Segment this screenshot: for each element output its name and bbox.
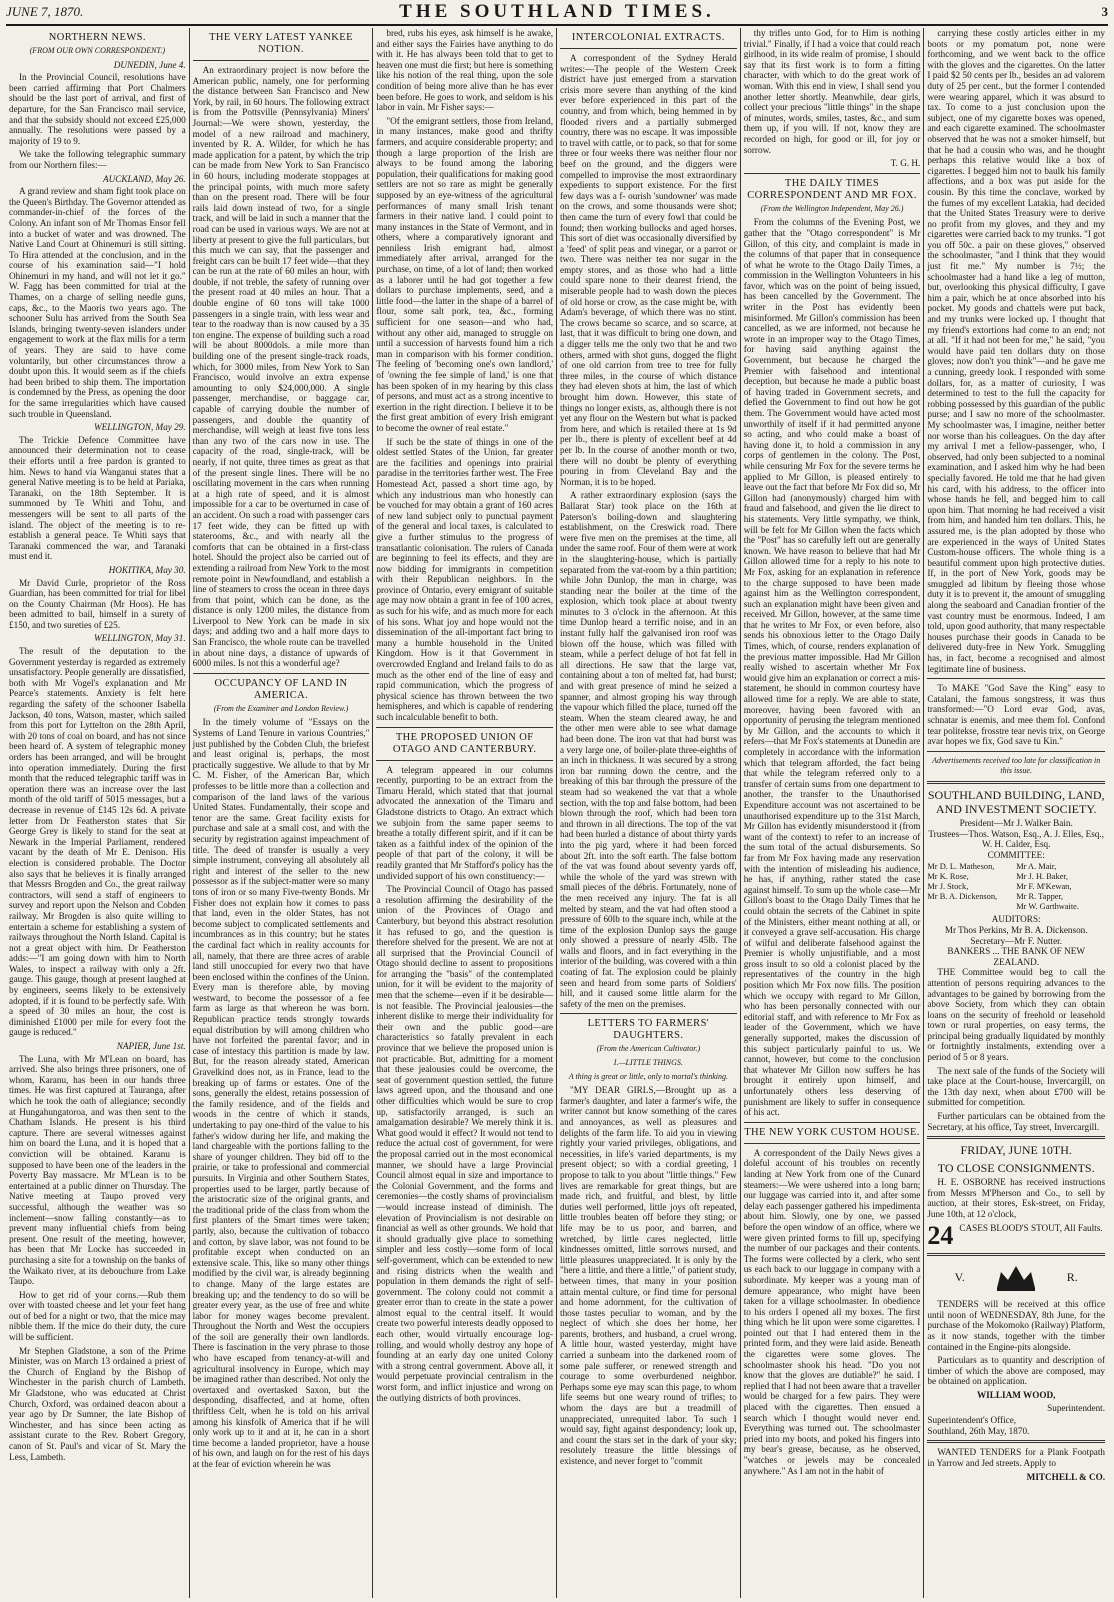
ad-body: THE Committee would beg to call the attention of persons requiring advances to the advantages to be gained by borrowing from the above Society, from which they can obtain loans on the security of freehold or leasehold town or rural properties, on easy terms, the principal being gradually liquidated by monthly or fortnightly instalments, extending over a period of 5 or 8 years. <box>927 967 1106 1063</box>
section-subheading: (From the American Cultivator.) <box>596 1044 701 1054</box>
ad-secretary: Secretary—Mr F. Nutter. <box>970 935 1063 946</box>
column-1 <box>6 28 190 1598</box>
committee-member: Mr D. L. Matheson, <box>927 862 995 872</box>
article-paragraph: From the columns of the Evening Post, we gather that the "Otago correspondent" is Mr Gillon, of this city, and complaint is made in the columns of that paper that in consequence of what he wrote to the Otago Daily Times, a commission in the Wellington Volunteers in his favor, which was on the point of being issued, has been cancelled by the Government. The writer in the Post has evidently been misinformed. Mr Gillon's commission has been cancelled, as we are informed, not because he wrote in an improper way to the Otago Times, for having said anything against the Government, but because he charged the Premier with falsehood and intentional deception, but because he made a public boast of having traded in Government secrets, and defied the Government to find out how he got them. The Government would have acted most unworthily of itself if it had permitted anyone so acting, and who could make a boast of having done it, to hold a commission in any corps of gentlemen in the colony. The Post, while censuring Mr Fox for the severe terms he applied to Mr Gillon, is pleased entirely to leave out the fact that before Mr Fox did so, Mr Gillon had (anonymously) charged him with fraud and falsehood, and given the lie direct to his statements. Very little sympathy, we think, will be felt for Mr Gillon when the facts which the "Post" has so carefully left out are generally known. We have reason to believe that had Mr Gillon allowed time for a reply to his note to Mr Fox, asking for an explanation in reference to the charge supposed to have been made against him as the Wellington correspondent, such an explanation might have been given and received. Mr Gillon, however, at the same time that he writes to Mr Fox, or even before, also sends his obnoxious letter to the Otago Daily Times, which, of course, renders explanation of the previous matter impossible. Had Mr Gillon really wished to ascertain whether Mr Fox would give him an explanation or correct a mis-statement, he should in common courtesy have allowed time for a reply. We are able to state, moreover, having been favored with an opportunity of perusing the telegram mentioned by Mr Gillon, and the accounts to which it refers—that Mr Fox's statements at Dunedin are completely in accordance with the information which that telegram afforded, the fact being that while the telegram referred only to a transfer of certain sums from one department to another, the transfer to the Unauthorised Expenditure account was not ascertained to be unauthorised expenditure up to the 31st March, Mr Gillon has evidently misunderstood it (from want of the context) to refer to an increase of the sum total of the actual disbursements. So far from Mr Fox having made any reservation with the intention of misleading his audience, he has, if anything, rather stated the case against himself. To sum up the whole case—Mr Gillon's boast to the Otago Daily Times that he could obtain the secrets of the Cabinet in spite of the Ministers, either meant nothing at all, or it conveyed a grave self-accusation. His charge of wilful and deliberate falsehood against the Premier is wholly unjustifiable, and a most gross insult to so old a colonist placed by the representatives of the country in the high position which Mr Fox now fills. The position which we occupy with regard to Mr Gillon, who has been personally connected with our editorial staff, and with reference to Mr Fox as leader of the Government, which we have generally supported, makes the discussion of this subject particularly painful to us. We cannot, however, but come to the conclusion that whatever Mr Gillon now suffers he has brought it entirely upon himself, and unfortunately others less deserving of punishment are likely to suffer in consequence of his act. <box>743 217 921 1118</box>
page-number: 3 <box>1101 4 1108 19</box>
ad-president: President—Mr J. Walker Bain. <box>959 817 1073 828</box>
article-paragraph: The result of the deputation to the Government yesterday is regarded as extremely unsatisfactory. People generally are dissatisfied, both with Mr Vogel's explanation and Mr Pearce's statements. Anxiety is felt here regarding the safety of the schooner Isabella Jackson, 40 tons, Watson, master, which sailed from this port for Lyttelton on the 28th April, with 20 tons of coal on board, and has not since been heard of. A system of telegraphic money orders has been arranged, and will be brought into operation immediately. During the first month that the reduced telegraphic tariff was in operation there was an increase over the last month of the old tariff of 5015 messages, but a decrease in revenue of £145 12s 6d. A private letter from Dr Featherston states that Sir George Grey is likely to stand for the seat at Newark in the Imperial Parliament, rendered vacant by the death of Mr E. Denison. His election is considered probable. The Doctor also says that he believes it is finally arranged that Messrs Brogden and Co., the great railway contractors, will send a staff of engineers to survey and report upon the Nelson and Cobden railway. Mr Brogden is also quite willing to entertain a scheme for establishing a system of railways throughout the North Island. Capital is not a great object with him. Dr Featherston adds:—"I am going down with him to North Wales, to inspect a railway with only a 2ft. gauge. This gauge, though at present laughed at by engineers, seems likely to be extensively adopted, if it is found to be perfectly safe. With a speed of 30 miles an hour, the cost is diminished £1000 per mile for every foot the gauge is reduced." <box>9 646 186 1038</box>
dateline: WELLINGTON, May 29. <box>93 422 186 433</box>
committee-member: Mr J. Stock, <box>927 882 969 892</box>
divider <box>193 60 370 61</box>
article-paragraph: A grand review and sham fight took place on the Queen's Birthday. The Governor attended as commander-in-chief of the forces of the Colony. An infant son of Mr Thomas Ensor fell into a bucket of water and was drowned. The Native Land Court at Ohinemuri is still sitting. To Hira attended at the conclusion, and in the course of his examination said—"I hold Ohinemuri in my hand, and will not let it go." W. Fagg has been committed for trial at the Thames, on a charge of selling needle guns, caps, &c., to the Maoris two years ago. The schooner Sulu has arrived from the South Sea Islands, bringing twenty-seven islanders under engagement to work at the flax mills for a term of years. They are said to have come voluntarily, but other circumstances throw a doubt upon this. It would seem as if the chiefs had been bribed to ship them. The importation is condemned by the Press, as opening the door for the same irregularities which have caused such trouble in Queensland. <box>9 186 186 419</box>
column-3 <box>373 28 557 1598</box>
dateline: NAPIER, June 1st. <box>116 1041 186 1052</box>
ad-committee-label: COMMITTEE: <box>987 849 1045 860</box>
article-paragraph: The Provincial Council of Otago has passed a resolution affirming the desirability of the union of the Provinces of Otago and Canterbury, but beyond this abstract resolution it has refused to go, and the question is therefore shelved for the present. We are not at all surprised that the Provincial Council of Otago should decline to assent to propositions for arranging the "basis" of the contemplated union, for it will be evident to the majority of men that the scheme—even if it be desirable—is not feasible. The Provincial jealousies—the inherent dislike to merge their individuality for their own and the public good—are characteristics so fatally prevalent in each province that we believe the proposed union is not practicable. But, admitting for a moment that these jealousies could be overcome, the seat of government question settled, the future laws agreed upon, and the thousand and one other difficulties which would be sure to crop up, satisfactorily arranged, is such an amalgamation desirable? We merely think it is. What good would it effect? It would not tend to reduce the actual cost of government, for were the proposal carried out in the most economical manner, we should have a large Provincial Council almost equal in size and importance to the Colonial Government, and the forms and ceremonies—the costly shams of provincialism—would increase instead of diminish. The elevation of Provincialism is not desirable on financial as well as other grounds. We hold that it should gradually give place to something simpler and less costly—some form of local self-government, which can be extended to new and rising districts when the wealth and population in them demands the right of self-government. The colony could not commit a greater error than to create in the state a power almost equal to the central itself. It would create two powerful interests deadly opposed to each other, would virtually encourage log-rolling, and would wholly destroy any hope of founding at an early day one united Colony with a strong central government. Above all, it would perpetuate provincial centralism in the worst form, and inflict injustice and wrong on the outlying districts of both provinces. <box>376 884 554 1403</box>
ad-title: TO CLOSE CONSIGNMENTS. <box>937 1161 1095 1176</box>
section-heading: THE PROPOSED UNION OF OTAGO AND CANTERBURY. <box>392 731 537 755</box>
article-paragraph: In the timely volume of "Essays on the Systems of Land Tenure in various Countries," just published by the Cobden Club, the briefest and least original is, perhaps, the most practically suggestive. We allude to that by Mr C. M. Fisher, of the American Bar, which professes to be little more than a collection and comparison of the land laws of the various United States. Fundamentally, their scope and tenor are the same. Great facility exists for purchase and sale at a small cost, and with the security by registration against impeachment of title. The deed of transfer is usually a very simple instrument, conveying all absolutely all right and interest of the seller to the new possessor as if the subject-matter were so many tons of iron or so many Five-twenty Bonds. Mr Fisher does not explain how it comes to pass that land, even in the older States, has not become subject to complicated settlements and incumbrances as in this country; but he states the cardinal fact which in reality accounts for all, namely, that there are three acres of arable land still unoccupied for every two that have been enclosed within the confines of the Union. Every man is therefore able, by moving westward, to become the possessor of a fee farm as large as that whereon he was born. Republican practice tends strongly towards equal distribution by will among children who have not forfeited the parental favor; and in case of intestacy this partition is made by law. But, for the reason already stated, American Gravelkind does not, as in France, lead to the breaking up of farms or estates. One of the sons, generally the eldest, retains possession of the family residence, and of the fields and woods in the centre of which it stands, undertaking to pay one-third of the value to his father's widow during her life, and making the land chargeable with the portions falling to the share of younger children. They bid off to the prairie, or take to professional and commercial pursuits. In Virginia and other Southern States, properties used to be larger, partly because of the aristocratic size of the original grants, and the traditional pride of the class from whom the first planters of the Smart times were taken; partly, also, because the cultivation of tobacco and cotton, by slave labor, was not found to be profitable except when conducted on an extensive scale. This, like so many other things modified by the civil war, is already beginning to change. Many of the large estates are breaking up; and the tendency to do so will be greater every year, as the use of free and white labor for money wages become prevalent. Throughout the North and West the occupiers of the soil are generally their own landlords. There is fascination in the very phrase to those who have escaped from tenancy-at-will and agricultural insolvency in Europe, which may be imagined rather than described. Not only the overtaxed and overtasked Saxon, but the desponding, disaffected, and at home, often thriftless Celt, when he is told on his arrival among his kinsfolk of America that if he will only work up to it and at it, he can in a short time become a landed proprietor, have a house of his own, and laugh on for the rest of his days at the fear of eviction wherein he was <box>192 717 370 1469</box>
article-paragraph: The Trickie Defence Committee have announced their determination not to cease their efforts until a free pardon is granted to him. News to hand via Wanganui states that a general Native meeting is to be held at Pariaka, Taranaki, on the 18th September. It is summoned by Te Whiti and Tohu, and messengers will be sent to all parts of the island. The object of the meeting is to re-establish a general peace. Te Whiti says that Taranaki commenced the war, and Taranaki must end it. <box>9 434 186 562</box>
divider <box>744 1122 921 1123</box>
divider <box>744 1143 921 1144</box>
section-heading: LETTERS TO FARMERS' DAUGHTERS. <box>587 1018 710 1042</box>
article-paragraph: carrying these costly articles either in my boots or my pomatum pot, none were forthcoming, and we went back to the office with the gloves and the cigarettes. On the latter I paid $2 50 cents per lb., besides an ad valorem duty of 25 per cent., but the former I contended were wearing apparel, which it was absurd to tax. To come to a just conclusion upon the subject, one of my cigarette boxes was opened, and each cigarette examined. The schoolmaster observed that he was not a smoker himself, but that he had a cousin who was, and he thought perhaps this relative would like a box of cigarettes. I begged him not to baulk his family affections, and a box was put aside for the cousin. By this time the conclave, worked by the fumes of my excellent Latakia, had decided that the United States Treasury were to derive no profit from my gloves, and they and my cigarettes were carried back to my trunks. "I got you off 50c. a pair on these gloves," observed the schoolmaster, "and I think that they would just fit me." My number is 7½; the schoolmaster had a hand like a leg of mutton, but, overlooking this physical difficulty, I gave him a pair, which he at once absorbed into his pocket. My goods and chattels were put back, and my trunks were locked up. I thought that my friend's extortions had come to an end; not at all. "If it had not been for me," he said, "you would have paid ten dollars duty on those gloves; now don't you think"—and he gave me a cunning, greedy look. I responded with some dollars, for, as a matter of curiosity, I was determined to test to the full the capacity for robbing possessed by this guardian of the public purse; and I saw no more of the schoolmaster. My schoolmaster was, I imagine, neither better nor worse than his colleagues. On the day after my arrival I met a fellow-passenger, who, I observed, had only been subjected to a nominal examination, and I asked him why he had been specially favored. He told me that he had given his card, with his address, to the officer into whose hands he fell, and begged him to call upon him. That morning he had received a visit from him, and handed him ten dollars. This, he assured me, is the plan adopted by those who are experienced in the ways of United States Custom-house officers. The whole thing is a beautiful comment upon high protective duties. If, in the port of New York, goods may be smuggled ad libitum by fleeing those whose duty it is to prevent it, the amount of smuggling along the seaboard and Canadian frontier of the vast country must be enormous. Indeed, I am told, upon good authority, that many respectable houses purchase their goods in Canada to be delivered duty-free in New York. Smuggling has, in fact, become a recognised and almost legitimate line of business. <box>927 28 1106 674</box>
signature: T. G. H. <box>890 158 921 169</box>
section-heading: INTERCOLONIAL EXTRACTS. <box>571 32 725 43</box>
ad-trustees: Trustees—Thos. Watson, Esq., A. J. Elles, Esq., W. H. Calder, Esq. <box>928 828 1104 850</box>
ad-body: Further particulars can be obtained from the Secretary, at his office, Tay street, Invercargill. <box>927 1111 1106 1132</box>
article-paragraph: bred, rubs his eyes, ask himself is he awake, and either says the Fairies have anything to do with it. He has always been told that to get to heaven one must die first; but here is something like his notion of the real thing, upon the sole condition of being more alive than he has ever been before. He goes to work, and seldom is his labor in vain. Mr Fisher says:— <box>376 28 554 113</box>
ad-title: SOUTHLAND BUILDING, LAND, AND INVESTMENT SOCIETY. <box>927 787 1105 816</box>
ad-signature: WILLIAM WOOD, <box>976 1389 1056 1400</box>
dateline: DUNEDIN, June 4. <box>113 59 186 70</box>
ad-bankers: BANKERS ... THE BANK OF NEW ZEALAND. <box>947 946 1086 967</box>
late-notice: Advertisements received too late for classification in this issue. <box>932 755 1101 776</box>
section-heading: THE NEW YORK CUSTOM HOUSE. <box>744 1126 920 1138</box>
committee-list <box>927 862 1105 912</box>
lot-number: 24 <box>927 1220 954 1250</box>
article-paragraph: A rather extraordinary explosion (says the Ballarat Star) took place on the 16th at Paterson's boiling-down and slaughtering establishment, on the Creswick road. There were five men on the premises at the time, all under the same roof. Four of them were at work in the slaughtering-house, which is partially separated from the vat-room by a thin partition; while John Dunlop, the man in charge, was standing near the boiler at the time of the explosion, which took place at about twenty minutes to 3 o'clock in the afternoon. At this time Dunlop heard a terrific noise, and in an instant fully half the galvanised iron roof was blown off the house, which was filled with steam, while a perfect deluge of hot fat fell in all directions. He saw that the large vat, containing about a ton of melted fat, had burst; and with great presence of mind he seized a spanner, and almost groping his way through the vapour which filled the place, turned off the steam. When the steam cleared away, he and the other men were able to see what damage had been done. The iron vat that had burst was a very large one, of boiler-plate three-eighths of an inch in thickness. It was secured by a strong iron bar running down the centre, and the breaking of this bar through the pressure of the steam had so weakened the vat that a whole section, with the top and false bottom, had been blown through the roof, which had been torn and thrown in all directions. The top of the vat had been hurled a distance of about thirty yards into the pig yard, where it had been forced about 2ft. into the soft earth. The false bottom of the vat was found about seventy yards off, while the whole of the yard was strewn with small pieces of the débris. Fortunately, none of the men received any injury. The fat is all melted by steam, and the vat had often stood a pressure of 60lb to the square inch, while at the time of the explosion Dunlop says the gauge only showed a pressure of nearly 45lb. The walls and floors, and in fact everything in the interior of the building, was covered with a thin coating of fat. The explosion could be plainly seen and heard from some parts of Soldiers' hill, and it caused some little alarm for the safety of the men on the premises. <box>560 490 737 1009</box>
motto: A thing is great or little, only to mortal's thinking. <box>568 1071 728 1081</box>
divider <box>927 781 1105 784</box>
divider <box>927 1440 1105 1443</box>
committee-member: Mr B. A. Dickenson, <box>927 892 998 902</box>
dateline: WELLINGTON, May 31. <box>93 633 186 644</box>
ad-signature: MITCHELL & CO. <box>1026 1471 1106 1482</box>
crest-letter-v: V. <box>954 1270 965 1285</box>
divider <box>560 1013 737 1014</box>
committee-member: Mr W. Garthwaite. <box>1016 902 1079 912</box>
article-paragraph: The Luna, with Mr M'Lean on board, has arrived. She also brings three prisoners, one of whom, Karanu, has been in our hands three times. He was first captured at Tauranga, after which he took the oath of allegiance; secondly at Hungahungatoroa, and was then sent to the Chatham Islands. He present is his third capture. There are several witnesses against him on board the Luna, and it is hoped that a conviction will be obtained. Karanu is supposed to have been one of the leaders in the Poverty Bay massacre. Mr M'Lean is to be entertained at a public dinner on Thursday. The Native meeting at Taupo proved very successful, although the weather was so inclement—snow falling constantly—as to prevent many influential chiefs from being present. One result of the meeting, however, has been that Mr Locke has succeeded in purchasing a site for a township on the banks of the Waikato river, at its debouchure from Lake Taupo. <box>9 1053 186 1287</box>
ad-date: Southland, 26th May, 1870. <box>927 1425 1030 1436</box>
ad-office: Superintendent's Office, <box>927 1415 1017 1426</box>
dateline: HOKITIKA, May 30. <box>108 564 186 575</box>
section-subheading: (FROM OUR OWN CORRESPONDENT.) <box>29 46 166 55</box>
article-paragraph: In the Provincial Council, resolutions have been carried affirming that Port Chalmers should be the last port of arrival, and first of departure, for the San Francisco mail service, and that the subsidy should not exceed £25,000 annually. The resolutions were passed by a majority of 19 to 9. <box>9 72 186 146</box>
committee-member: Mr J. H. Baker, <box>1016 872 1068 882</box>
masthead <box>6 0 1108 26</box>
ad-body: Particulars as to quantity and description of timber of which the above are composed, may be obtained on application. <box>927 1355 1106 1387</box>
divider <box>744 173 921 174</box>
ad-body: H. E. OSBORNE has received instructions from Messrs M'Pherson and Co., to sell by auction, at their stores, Esk-street, on Friday, June 10th, at 12 o'clock, <box>927 1177 1106 1219</box>
issue-date: JUNE 7, 1870. <box>6 4 84 19</box>
committee-member: Mr K. Rose, <box>927 872 969 882</box>
crest-letter-r: R. <box>1066 1270 1078 1285</box>
section-subheading: (From the Wellington Independent, May 26.) <box>760 203 904 213</box>
ad-lot <box>927 1220 1105 1250</box>
ad-body: The next sale of the funds of the Society will take place at the Court-house, Invercargill, on the 13th day next, when about £700 will be submitted for competition. <box>927 1065 1106 1108</box>
divider <box>560 48 737 49</box>
column-2 <box>190 28 374 1598</box>
columns <box>6 28 1108 1598</box>
committee-member <box>927 902 1016 912</box>
divider <box>927 678 1105 679</box>
article-paragraph: Mr David Curle, proprietor of the Ross Guardian, has been committed for trial for libel on the County Chairman (Mr Hoos). He has been admitted to bail, himself in a surety of £150, and two sureties of £25. <box>9 577 186 630</box>
divider <box>927 751 1105 752</box>
article-paragraph: To MAKE "God Save the King" easy to Catalani, the famous songstress, it was thus transformed:—"O Lord evar God, avas, schnatar is enemis, and mee them fol. Confond tear politekse, frosstre tear nevis trix, on George avar hopes we fix, God save tu Kin." <box>927 683 1106 747</box>
royal-crest <box>927 1262 1105 1294</box>
article-paragraph: How to get rid of your corns.—Rub them over with toasted cheese and let your feet hang out of bed for a night or two, that the mice may nibble them. If the mice do their duty, the cure will be sufficient. <box>9 1289 186 1343</box>
article-paragraph: "MY DEAR GIRLS,—Brought up as a farmer's daughter, and later a farmer's wife, the writer cannot but know something of the cares and annoyances, as well as pleasures and delights of the farm life. To aid you in viewing rightly your varied privileges, obligations, and necessities, in life's varied departments, is my present object; so with a cordial greeting, I propose to talk to you about "little things." Few lives are remarkable for great things, but are made rich, and fruitful, and blest, by little duties well performed, little joys oft repeated, little troubles beaten off before they sting; or life may be to us poor, and barren, and wretched, by little cares neglected, little kindnesses omitted, little sorrows nursed, and little pleasures unappreciated. It is only by the "here a little, and there a little," of patient study, between times, that many in your position attain mental culture, or find time for personal and home adornment, for the cultivation of those tastes peculiar to woman, and by the neglect of which she does her home, her parents, brothers, and husband, a cruel wrong. A little hour, wasted yesterday, might have carried a sunbeam into the darkened room of some pale sufferer, or renewed strength and courage to some overburdened neighbor. Perhaps some eye may scan this page, to whom life seems but one weary round of trifles; to whom the days are but a treadmill of unappreciated, unrequited labor. To such I would say, fight against despondency; look up, and count the stars set in the dark of your sky; resolutely treasure the little blessings of existence, and never forget to "commit <box>560 1085 737 1466</box>
section-subheading: (From the Examiner and London Review.) <box>213 703 349 713</box>
divider <box>376 760 553 761</box>
column-5 <box>741 28 925 1598</box>
section-heading: OCCUPANCY OF LAND IN AMERICA. <box>214 677 348 701</box>
section-heading: THE DAILY TIMES CORRESPONDENT AND MR FOX. <box>747 177 917 201</box>
ad-auditors: Mr Thos Perkins, Mr B. A. Dickenson. <box>944 924 1088 935</box>
ad-auditors-label: AUDITORS: <box>991 914 1041 925</box>
dateline: AUCKLAND, May 26. <box>102 173 186 184</box>
divider <box>927 1253 1105 1256</box>
lot-description: CASES BLOOD'S STOUT, All Faults. <box>959 1222 1103 1233</box>
crown-icon <box>993 1262 1039 1294</box>
committee-member: Mr A. Mair, <box>1016 862 1057 872</box>
ad-body: TENDERS will be received at this office until noon of WEDNESDAY, 8th June, for the purchase of the Mokomoko (Railway) Platform, as it now stands, together with the timber contained in the Engine-pits alongside. <box>927 1299 1106 1352</box>
column-4 <box>557 28 741 1598</box>
ad-signature-title: Superintendent. <box>1047 1402 1106 1413</box>
ad-date: FRIDAY, JUNE 10TH. <box>960 1143 1072 1158</box>
column-6 <box>924 28 1108 1598</box>
divider <box>376 727 553 728</box>
article-paragraph: If such be the state of things in one of the oldest settled States of the Union, far greater are the facilities and openings into prairial paradise in the territories farther west. The Free Homestead Act, passed a short time ago, by which any industrious man who honestly can be vouched for may obtain a grant of 160 acres of new land subject only to punctual payment of the general and local taxes, is calculated to give a further stimulus to the progress of transatlantic colonisation. The rulers of Canada are beginning to feel its effects, and they are now bidding for immigrants in competition with their Republican neighbors. In the province of Ontario, every emigrant of suitable age may now obtain a grant in fee of 100 acres, as such for his wife, and as much more for each of his sons. What joy and hope would not the dissemination of the all-important fact bring to many a humble household in the United Kingdom. How is it that Government in overcrowded England and Ireland fails to do as much as the other end of the line of easy and rapid communication, which the progress of physical science has thrown between the two hemispheres, and which is capable of rendering such incalculable benefit to both. <box>376 436 554 722</box>
article-paragraph: An extraordinary project is now before the American public, namely, one for performing the distance between San Francisco and New York, by rail, in 60 hours. The following extract is from the Pottsville (Pennsylvania) Miners' Journal:—We were shown, yesterday, the model of a new railroad and machinery, invented by R. A. Wilder, for which he has made application for a patent, by which the trip can be made from New York to San Francisco in 60 hours, including moderate stoppages at the principal points, with much more safety than on the present road. There will be four rails laid down instead of two, for a single track, and will be laid in such a manner that the road can be used in various ways. We are not at liberty at present to give the full particulars, but this much we can say, that the passenger and freight cars can be built 17 feet wide—that they can be run at the rate of 60 miles an hour, with double, if not treble, the safety of running over the present road at 40 miles an hour. That a double engine of 60 tons will take 1000 passengers in a single train, with less wear and tear to the roadway than is now caused by a 35 ton engine. The expense of building such a road will be about 8000dols. a mile more than building one of the present single-track roads, which, for 3000 miles, from New York to San Francisco, would involve an extra expense amounting to only $24,000,000. A single passenger, merchandise, or baggage car, capable of carrying double the number of passengers, and double the quantity of merchandise, will weigh at least five tons less than any two of the cars now in use. The capacity of the road, single-track, will be nearly, if not quite, three times as great as that of the present single lines. There will be no oscillating movement in the cars when running at a high rate of speed, and it is almost impossible for a car to be overturned in case of an accident. On such a road with passenger cars 17 feet wide, they can be fitted up with staterooms, &c., and with nearly all the comforts that can be obtained in a first-class hotel. Should the project also be carried out of extending a railroad from New York to the most remote point in Newfoundland, and establish a line of steamers to cross the ocean in three days from that point, which can be done, as the distance is only 1200 miles, the distance from Liverpool to New York can be made in six days; and adding two and a half more days to San Francisco, the whole route can be travelled in about nine days, a distance of upwards of 6000 miles. Is not this a wonderful age? <box>192 65 370 669</box>
section-subheading: I.—LITTLE THINGS. <box>613 1058 683 1068</box>
article-paragraph: A telegram appeared in our columns recently, purporting to be an extract from the Timaru Herald, which stated that that journal advocated the annexation of the Timaru and Gladstone districts to Otago. An extract which we subjoin from the same paper seems to breathe a totally different spirit, and if it can be taken as a faithful index of the opinion of the people of that part of the colony, it will be readily granted that Mr Stafford's policy has the undivided support of his own constituency:— <box>376 764 554 881</box>
article-paragraph: Mr Stephen Gladstone, a son of the Prime Minister, was on March 13 ordained a priest of the Church of England by the Bishop of Winchester in the parish church of Lambeth. Mr Gladstone, who was educated at Christ Church, Oxford, was ordained deacon about a year ago by Dr Sumner, the late Bishop of Winchester, and has since been acting as assistant curate to the Rev. Robert Gregory, canon of St. Paul's and vicar of St. Mary the Less, Lambeth. <box>9 1345 186 1462</box>
section-heading: THE VERY LATEST YANKEE NOTION. <box>209 32 353 55</box>
article-paragraph: A correspondent of the Daily News gives a doleful account of his troubles on recently landing at New York from one of the Cunard steamers:—We were ushered into a long barn; our luggage was carried into it, and after some delay each passenger gathered his impedimenta about him. Slowly, one by one, we passed before the open window of an office, where we were given printed forms to fill up, specifying the number of our packages and their contents. The forms were collected by a clerk, who sent us each back to our luggage in company with a subordinate. My keeper was a young man of demure appearance, who might have been taken for a village schoolmaster. In obedience to his orders I opened all my boxes. The first thing which he lit upon were some cigarettes. I pointed out that I had entered them in the printed form, and they were laid aside. Beneath the cigarettes were some gloves. The schoolmaster shook his head. "Do you not know that the gloves are dutiable?" he said. I replied that I had not been aware that a traveller would be charged for a few pairs. They were placed with the cigarettes. Then ensued a search which I thought would never end. Everything was turned out. The schoolmaster pried into my boots, and poked his fingers into my bear's grease, because, as he observed, "watches or jewels may be concealed anywhere." As I am not in the habit of <box>743 1147 921 1476</box>
divider <box>927 1136 1105 1139</box>
article-paragraph: "Of the emigrant settlers, those from Ireland, in many instances, make good and thrifty farmers, and acquire considerable property; and though a large proportion of the Irish are always to be found among the laboring population, their qualifications for making good settlers are not so rare as might be generally supposed by an eye-witness of the agricultural performances of many small Irish tenant farmers in their native land. I could point to many instances in the State of Vermont, and in others, where a comparatively ignorant and penniless Irish emigrant had, almost immediately after arrival, arranged for the purchase, on time, of a lot of land; then worked as a laborer until he had got together a few dollars to purchase implements, seed, and a little food—the latter in the shape of a barrel of flour, some salt pork, tea, &c., forming sufficient for one season—and who had, without any other aid, managed to struggle on until a succession of harvests found him a rich man in comparison with his former condition. The feeling of 'becoming one's own landlord,' of 'owning the fee simple of land,' is one that has been spoken of in my hearing by this class of persons, and must act as a strong incentive to exertion in the right direction. I believe it to be the first great ambition of every Irish emigrant to become the owner of real estate." <box>376 115 554 433</box>
committee-member: Mr R. Tapper, <box>1016 892 1064 902</box>
divider <box>193 673 370 674</box>
committee-member: Mr F. M'Kewan, <box>1016 882 1072 892</box>
section-heading: NORTHERN NEWS. <box>48 32 146 43</box>
article-paragraph: A correspondent of the Sydney Herald writes:—The people of the Western Creek district have just emerged from a starvation crisis more severe than anything of the kind ever before experienced in this part of the country, and from which, being hemmed in by flooded rivers and a partially submerged country, there was no escape. It was impossible to travel with cattle, or to pack, so that for some three or four weeks there was neither flour nor beef on the ground, and the diggers were compelled to improvise the most extraordinary expedients to support existence. For the first few days was a f‐ ourish 'sundowner' was made on the crows, and some thousands were shot; then came the turn of every fowl that could be found; then working bullocks and aged horses. This sort of diet was occasionally diversified by a 'feed' of split peas and vinegar, or a parrot or two. There was neither tea nor sugar in the empty stores, and as those who had a little could spare none to their dearest friend, the miserable people had to wash down the pieces of old horse or crow, as the case might be, with Adam's beverage, of which there was no stint. The crows became so scarce, and so scarce, at last, that it was difficult to bring one down, and a digger tells me the only two that he and two others, armed with shot guns, dogged the flight of one old carrion from tree to tree for fully three miles, in the course of which distance they had eleven shots at him, the last of which brought him down. However, this state of things no longer exists, as, although there is not yet any flour on the Western but what is packed from here, and which is retailed there at 1s 9d per lb., there is plenty of excellent beef at 4d per lb. In the course of another month or two, there will no doubt be plenty of everything pouring in from Cleveland Bay and the Norman, it is to be hoped. <box>560 53 737 487</box>
article-paragraph: We take the following telegraphic summary from our Northern files:— <box>9 149 186 170</box>
ad-body: WANTED TENDERS for a Plank Footpath in Yarrow and Jed streets. Apply to <box>927 1447 1106 1468</box>
newspaper-title: THE SOUTHLAND TIMES. <box>399 1 715 22</box>
article-paragraph: thy trifles unto God, for to Him is nothing trivial." Finally, if I had a voice that could reach girlhood, in its wide realm of promise, I should say that its first work is to form a fitting character, with which to do the great work of woman. With this end in view, I shall send you another letter shortly. Meanwhile, dear girls, collect your precious "little things" in the shape of minutes, words, smiles, tastes, &c., and sum them up, if you will. If not, know they are recorded on high, for good or ill, for joy or sorrow. <box>743 28 921 155</box>
